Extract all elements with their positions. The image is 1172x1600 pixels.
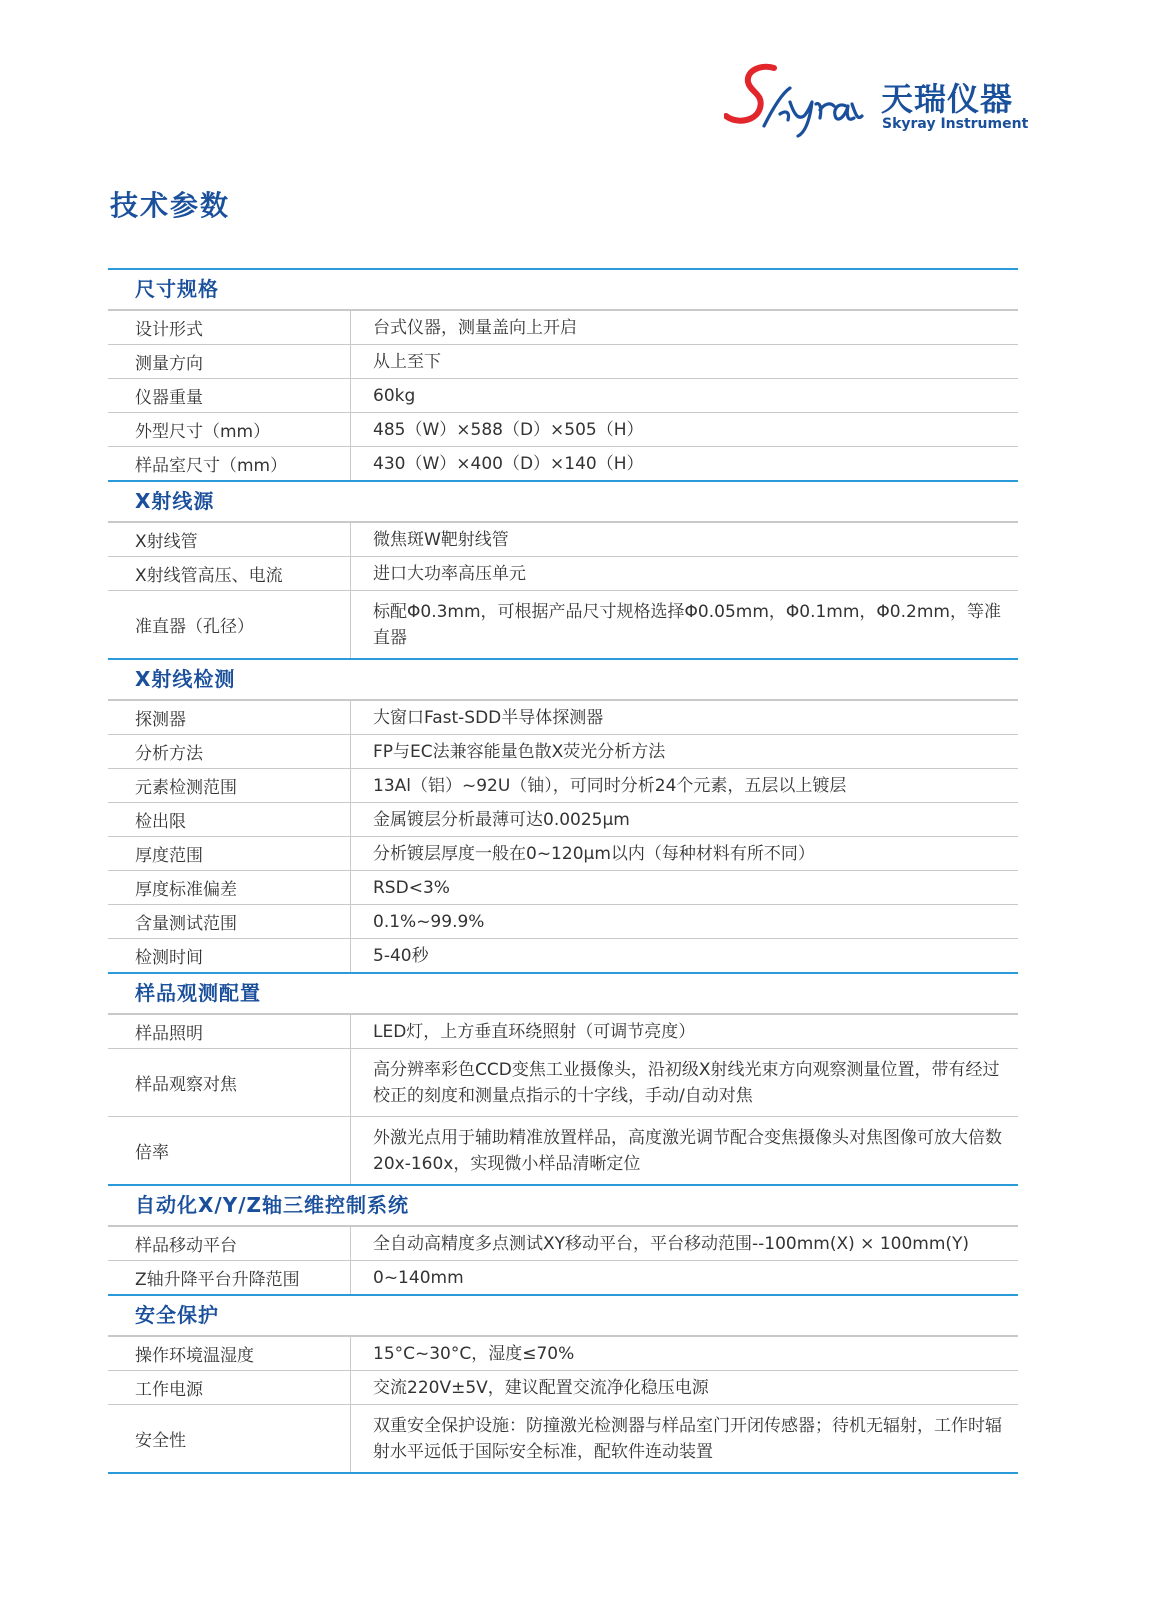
table-row [108, 378, 1018, 412]
table-row [108, 522, 1018, 556]
row-value: 430（W）×400（D）×140（H） [373, 453, 644, 474]
brand-logo [724, 62, 1029, 142]
row-label: 倍率 [108, 1117, 351, 1184]
row-value: 微焦斑W靶射线管 [373, 529, 509, 550]
table-row [108, 556, 1018, 590]
table-row [108, 446, 1018, 480]
row-value: 0.1%~99.9% [373, 911, 485, 932]
table-row [108, 1370, 1018, 1404]
table-row [108, 734, 1018, 768]
row-label: 样品观察对焦 [108, 1049, 351, 1116]
row-label: 样品室尺寸（mm） [108, 447, 351, 480]
table-row [108, 1116, 1018, 1184]
row-label: 工作电源 [108, 1371, 351, 1404]
row-label: 检测时间 [108, 939, 351, 972]
table-row [108, 344, 1018, 378]
table-row [108, 1014, 1018, 1048]
row-label: X射线管 [108, 523, 351, 556]
row-label: 仪器重量 [108, 379, 351, 412]
row-label: 安全性 [108, 1405, 351, 1472]
table-row [108, 802, 1018, 836]
row-value: 标配Φ0.3mm，可根据产品尺寸规格选择Φ0.05mm，Φ0.1mm，Φ0.2mm，等准直器 [373, 601, 1001, 648]
table-row [108, 768, 1018, 802]
table-row [108, 870, 1018, 904]
section-sample-observation [108, 972, 1018, 1184]
section-safety [108, 1294, 1018, 1474]
row-label: 设计形式 [108, 311, 351, 344]
table-row [108, 1260, 1018, 1294]
row-value: RSD<3% [373, 877, 450, 898]
section-title: 样品观测配置 [108, 974, 1018, 1014]
table-row [108, 1048, 1018, 1116]
table-row [108, 412, 1018, 446]
row-value: 进口大功率高压单元 [373, 563, 526, 584]
row-value: 15°C~30°C，湿度≤70% [373, 1343, 575, 1364]
row-value: 0~140mm [373, 1267, 464, 1288]
section-xray-source [108, 480, 1018, 658]
section-title: 安全保护 [108, 1296, 1018, 1336]
row-value: 双重安全保护设施：防撞激光检测器与样品室门开闭传感器；待机无辐射，工作时辐射水平远低于国际安全标准，配软件连动装置 [373, 1415, 1002, 1462]
row-value: LED灯，上方垂直环绕照射（可调节亮度） [373, 1021, 696, 1042]
row-value: 485（W）×588（D）×505（H） [373, 419, 644, 440]
page-title: 技术参数 [110, 189, 231, 222]
row-value: 大窗口Fast-SDD半导体探测器 [373, 707, 604, 728]
row-label: Z轴升降平台升降范围 [108, 1261, 351, 1294]
row-value: 5-40秒 [373, 945, 429, 966]
row-label: 外型尺寸（mm） [108, 413, 351, 446]
table-row [108, 938, 1018, 972]
table-row [108, 1336, 1018, 1370]
spec-table [108, 268, 1018, 1474]
row-label: 分析方法 [108, 735, 351, 768]
row-value: 分析镀层厚度一般在0~120μm以内（每种材料有所不同） [373, 843, 815, 864]
row-value: 台式仪器，测量盖向上开启 [373, 317, 577, 338]
row-label: 检出限 [108, 803, 351, 836]
brand-cn-name: 天瑞仪器 [881, 80, 1014, 118]
row-label: 测量方向 [108, 345, 351, 378]
table-row [108, 590, 1018, 658]
section-xray-detection [108, 658, 1018, 972]
table-row [108, 1404, 1018, 1472]
brand-en-name: Skyray Instrument [882, 116, 1029, 132]
row-value: 13Al（铝）~92U（铀），可同时分析24个元素，五层以上镀层 [373, 775, 847, 796]
row-label: 操作环境温湿度 [108, 1337, 351, 1370]
row-value: 金属镀层分析最薄可达0.0025μm [373, 809, 630, 830]
row-label: 含量测试范围 [108, 905, 351, 938]
row-label: 样品移动平台 [108, 1227, 351, 1260]
table-row [108, 310, 1018, 344]
section-xyz-control [108, 1184, 1018, 1294]
row-value: 交流220V±5V，建议配置交流净化稳压电源 [373, 1377, 709, 1398]
row-value: 60kg [373, 385, 416, 406]
row-label: 样品照明 [108, 1015, 351, 1048]
row-label: 厚度标准偏差 [108, 871, 351, 904]
row-value: 从上至下 [373, 351, 441, 372]
row-label: 准直器（孔径） [108, 591, 351, 658]
row-value: 高分辨率彩色CCD变焦工业摄像头，沿初级X射线光束方向观察测量位置，带有经过校正的刻度和测量点指示的十字线，手动/自动对焦 [373, 1059, 1000, 1106]
section-dimensions [108, 268, 1018, 480]
section-title: X射线源 [108, 482, 1018, 522]
row-value: 外激光点用于辅助精准放置样品，高度激光调节配合变焦摄像头对焦图像可放大倍数20x-160x，实现微小样品清晰定位 [373, 1127, 1002, 1174]
table-row [108, 1226, 1018, 1260]
section-title: X射线检测 [108, 660, 1018, 700]
table-row [108, 700, 1018, 734]
row-label: 元素检测范围 [108, 769, 351, 802]
row-label: 厚度范围 [108, 837, 351, 870]
row-value: FP与EC法兼容能量色散X荧光分析方法 [373, 741, 666, 762]
skyray-script-logo-icon [724, 62, 864, 142]
row-label: 探测器 [108, 701, 351, 734]
table-row [108, 904, 1018, 938]
row-label: X射线管高压、电流 [108, 557, 351, 590]
row-value: 全自动高精度多点测试XY移动平台，平台移动范围--100mm(X) × 100mm(Y) [373, 1233, 970, 1254]
section-title: 尺寸规格 [108, 270, 1018, 310]
table-row [108, 836, 1018, 870]
section-title: 自动化X/Y/Z轴三维控制系统 [108, 1186, 1018, 1226]
